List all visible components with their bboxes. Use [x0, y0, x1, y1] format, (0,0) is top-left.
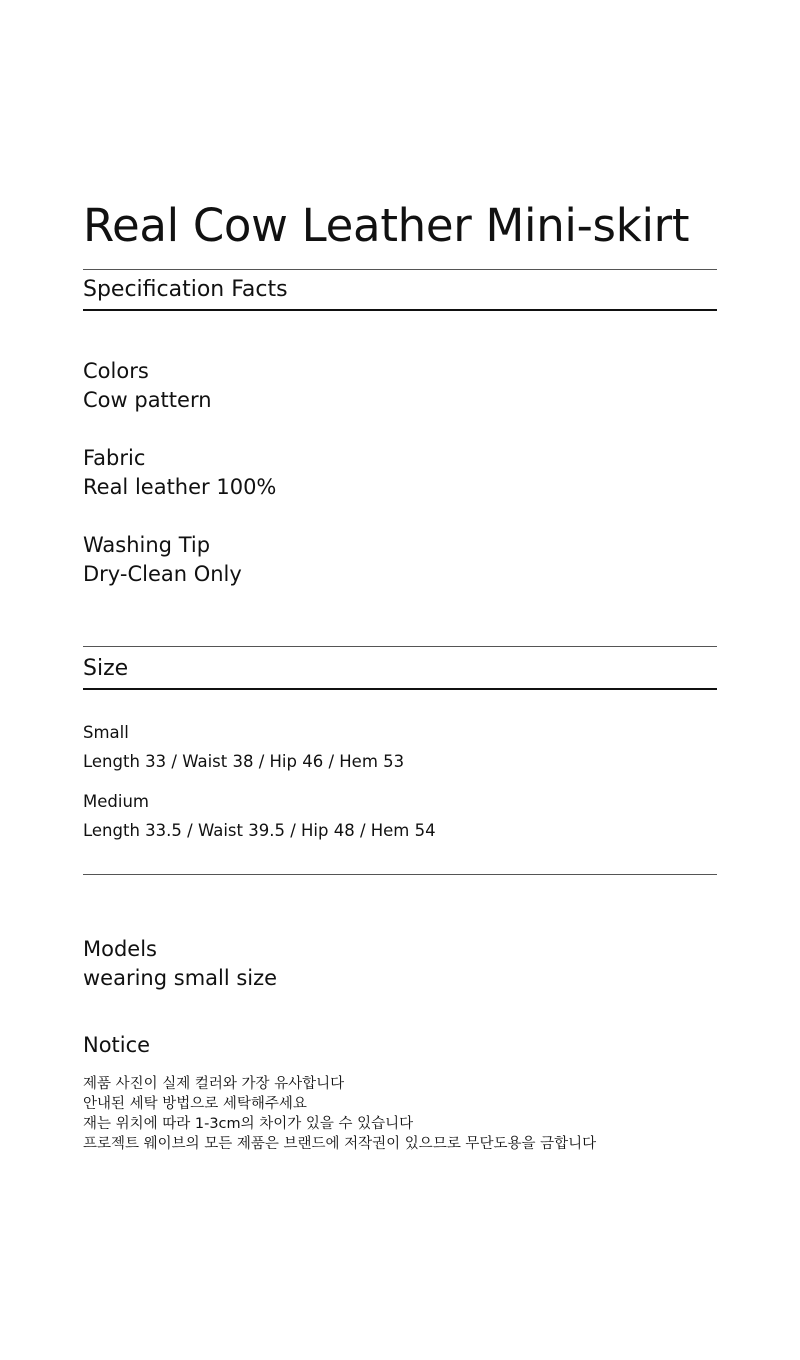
size-name-medium: Medium: [83, 792, 149, 811]
notice-heading: Notice: [83, 1033, 151, 1057]
spec-value-fabric: Real leather 100%: [83, 475, 277, 499]
notice-line: 프로젝트 웨이브의 모든 제품은 브랜드에 저작권이 있으므로 무단도용을 금합니다: [83, 1136, 597, 1152]
spec-value-washing: Dry-Clean Only: [83, 562, 242, 586]
notice-line: 재는 위치에 따라 1-3cm의 차이가 있을 수 있습니다: [83, 1116, 414, 1132]
notice-line: 제품 사진이 실제 컬러와 가장 유사합니다: [83, 1076, 345, 1092]
size-heading: Size: [83, 656, 129, 681]
spec-label-washing: Washing Tip: [83, 533, 211, 557]
notice-line: 안내된 세탁 방법으로 세탁해주세요: [83, 1096, 307, 1112]
product-title: Real Cow Leather Mini-skirt: [83, 199, 690, 252]
spec-label-fabric: Fabric: [83, 446, 146, 470]
spec-heading: Specification Facts: [83, 277, 288, 302]
divider: [83, 646, 717, 647]
size-name-small: Small: [83, 723, 129, 742]
size-measurements-small: Length 33 / Waist 38 / Hip 46 / Hem 53: [83, 752, 405, 771]
divider: [83, 874, 717, 875]
divider: [83, 269, 717, 270]
spec-label-colors: Colors: [83, 359, 149, 383]
divider-thick: [83, 688, 717, 690]
spec-value-colors: Cow pattern: [83, 388, 212, 412]
divider-thick: [83, 309, 717, 311]
size-measurements-medium: Length 33.5 / Waist 39.5 / Hip 48 / Hem 54: [83, 821, 436, 840]
models-value: wearing small size: [83, 966, 278, 990]
models-label: Models: [83, 937, 157, 961]
